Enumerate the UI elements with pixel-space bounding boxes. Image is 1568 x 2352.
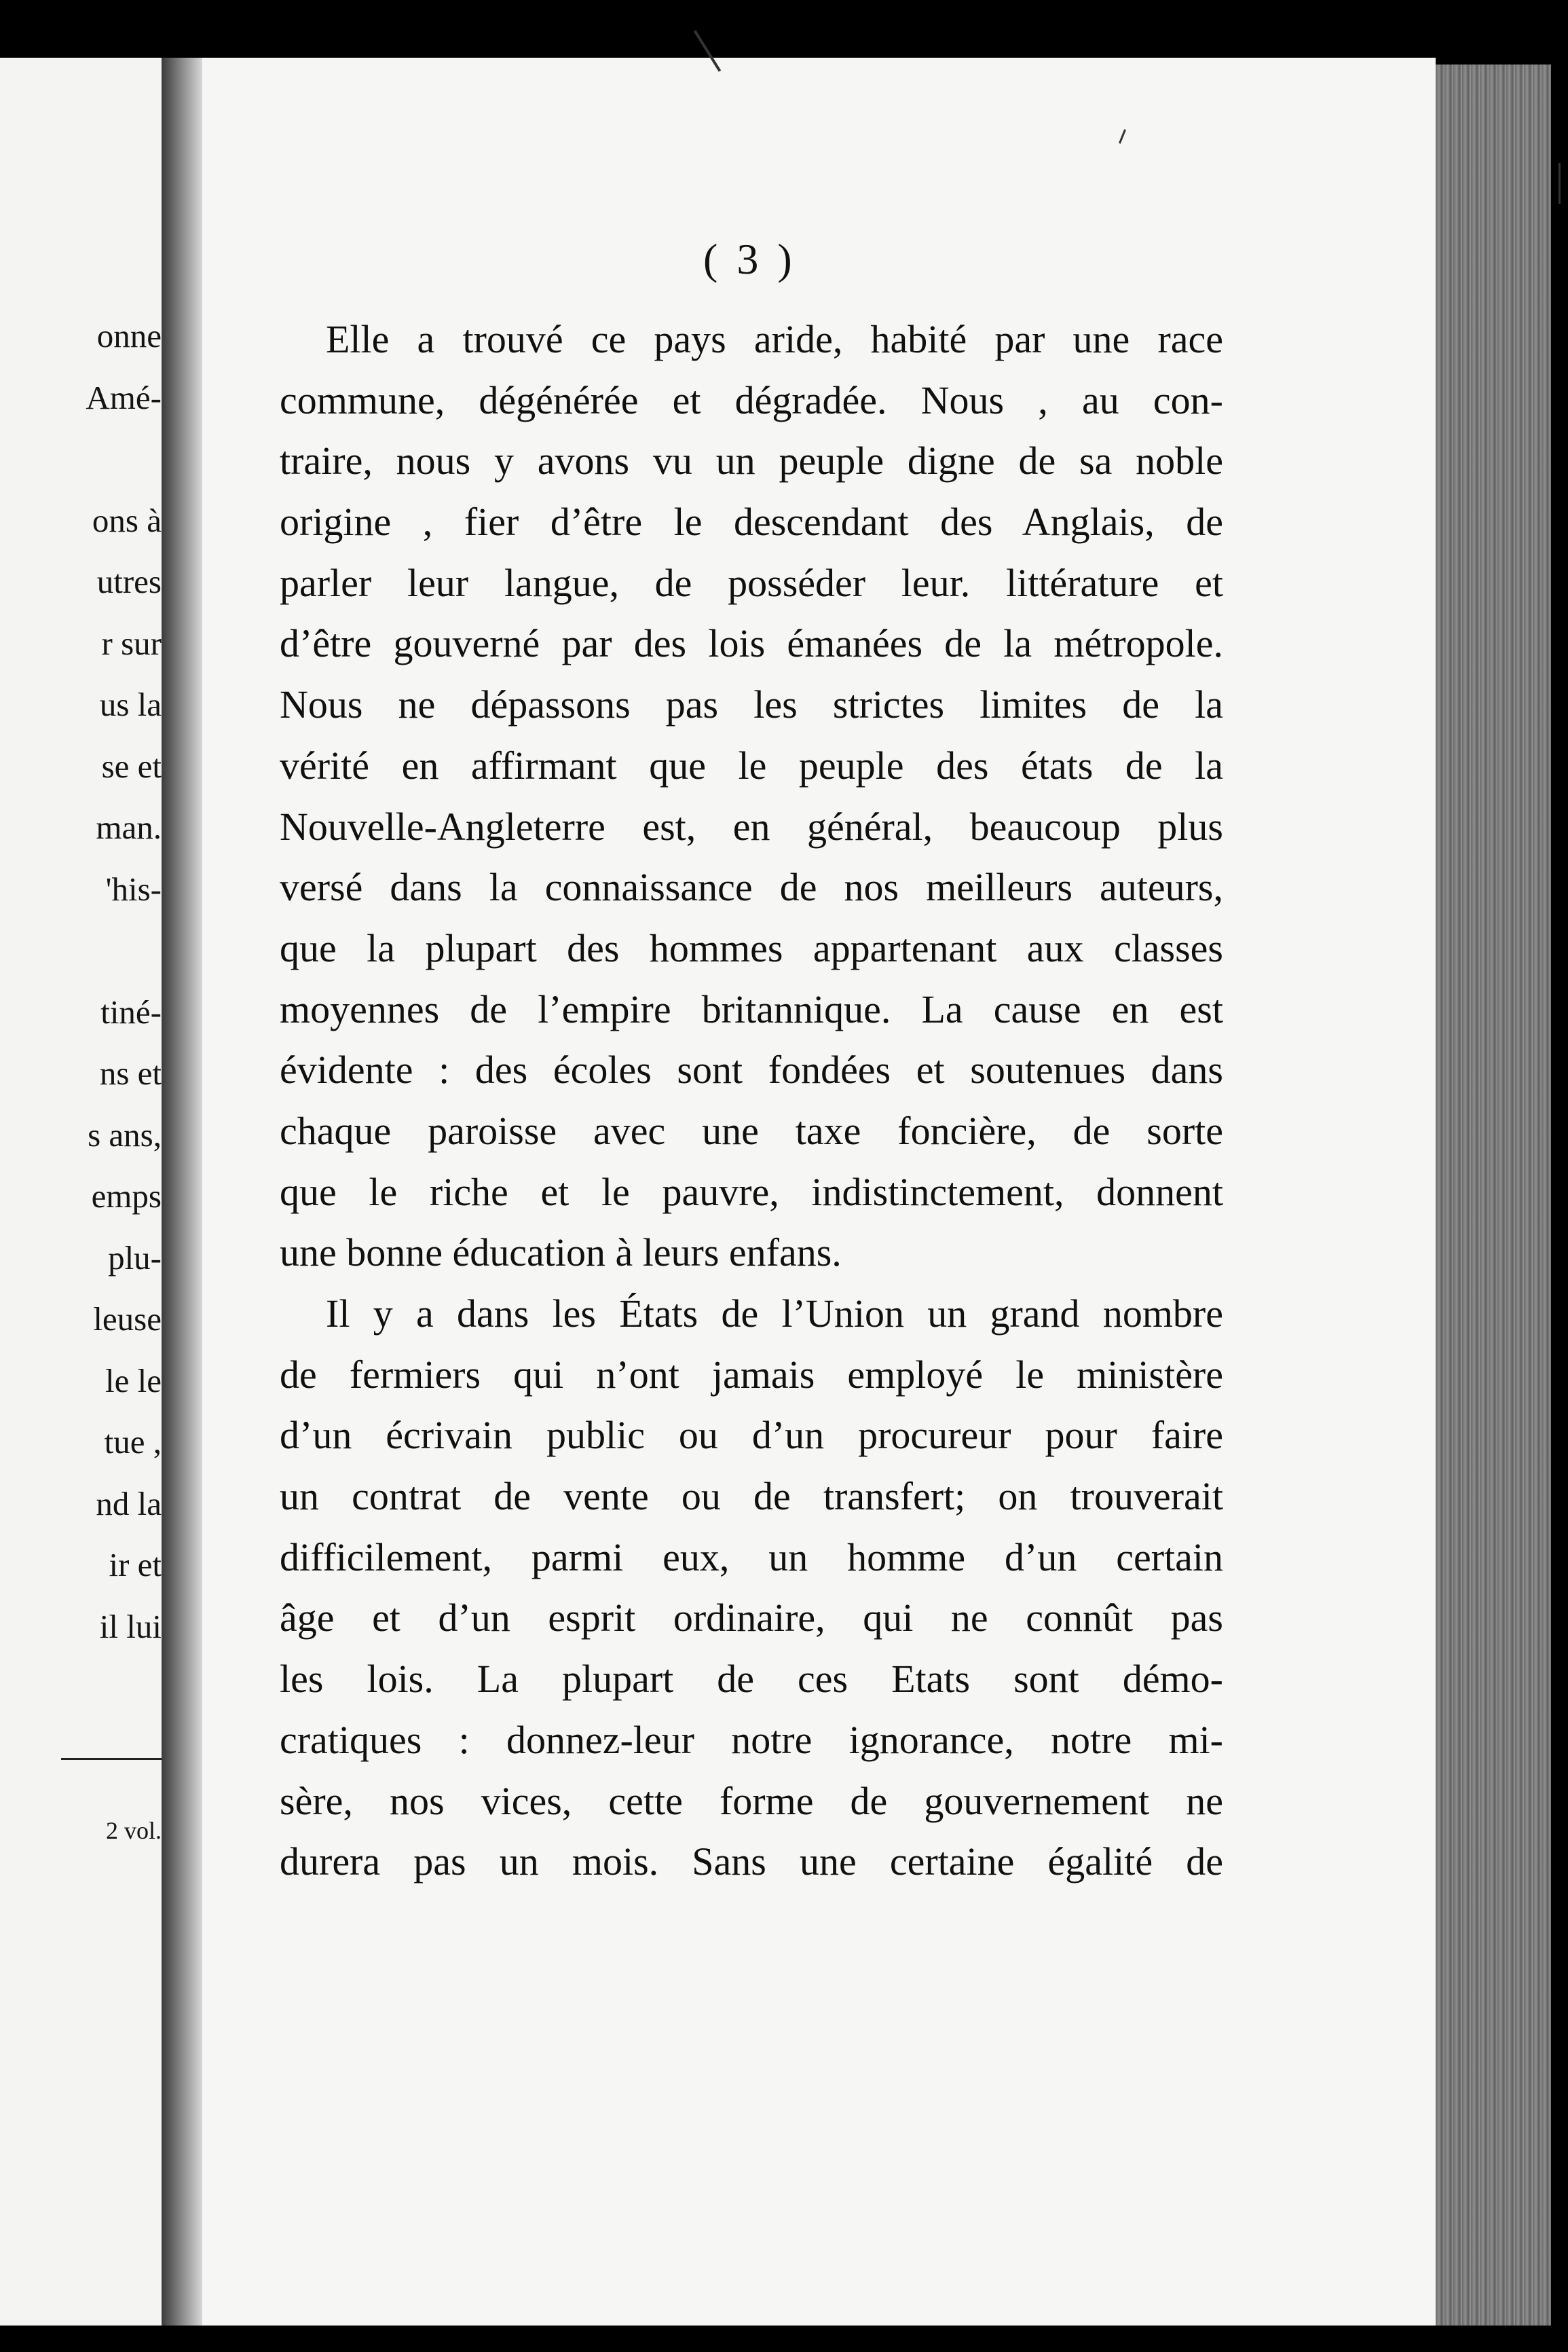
text-line: chaque paroisse avec une taxe foncière, de sorte xyxy=(280,1108,1223,1153)
left-page-line: nd la xyxy=(96,1484,162,1522)
text-line: un contrat de vente ou de transfert; on trouverait xyxy=(280,1474,1223,1519)
left-page-line: il lui xyxy=(99,1607,162,1645)
text-line: difficilement, parmi eux, un homme d’un certain xyxy=(280,1535,1223,1579)
text-line: d’être gouverné par des lois émanées de la métropole. xyxy=(280,621,1223,666)
left-page-line: tue , xyxy=(104,1423,162,1460)
text-line: traire, nous y avons vu un peuple digne de sa noble xyxy=(280,439,1223,483)
text-line: commune, dégénérée et dégradée. Nous , au con- xyxy=(280,378,1223,422)
left-page-line: ns et xyxy=(99,1054,162,1092)
text-line: Elle a trouvé ce pays aride, habité par une race xyxy=(326,317,1223,361)
paragraph-2 xyxy=(280,1283,1223,1892)
text-line: Il y a dans les États de l’Union un grand nombre xyxy=(326,1291,1223,1336)
text-line: versé dans la connaissance de nos meilleurs auteurs, xyxy=(280,865,1223,910)
footnote-rule xyxy=(61,1758,162,1760)
page-edges xyxy=(1436,65,1551,2326)
text-line: de fermiers qui n’ont jamais employé le ministère xyxy=(280,1352,1223,1397)
text-line: durera pas un mois. Sans une certaine égalité de xyxy=(280,1839,1223,1884)
text-line: évidente : des écoles sont fondées et soutenues dans xyxy=(280,1048,1223,1092)
text-line: âge et d’un esprit ordinaire, qui ne connût pas xyxy=(280,1596,1223,1640)
scan-mark xyxy=(1558,163,1561,204)
left-page-line: leuse xyxy=(93,1300,162,1338)
body-text xyxy=(280,309,1223,1892)
left-page-line: ir et xyxy=(109,1546,162,1583)
left-page-line: emps xyxy=(91,1177,162,1215)
text-line: Nouvelle-Angleterre est, en général, beaucoup plus xyxy=(280,804,1223,849)
text-line: cratiques : donnez-leur notre ignorance, notre mi- xyxy=(280,1717,1223,1762)
left-page-line: Amé- xyxy=(86,378,162,416)
text-line: origine , fier d’être le descendant des Anglais, de xyxy=(280,500,1223,545)
left-page-line: r sur xyxy=(101,624,162,662)
text-line: parler leur langue, de posséder leur. littérature et xyxy=(280,560,1223,605)
page-number: ( 3 ) xyxy=(703,235,796,283)
text-line: moyennes de l’empire britannique. La cause en est xyxy=(280,987,1223,1031)
left-page-fragment xyxy=(0,58,162,2326)
left-page-line: se et xyxy=(101,747,162,785)
left-page-line: tiné- xyxy=(100,993,162,1031)
book-gutter xyxy=(162,58,202,2326)
left-page-line: s ans, xyxy=(88,1116,162,1154)
text-line: une bonne éducation à leurs enfans. xyxy=(280,1230,842,1275)
left-page-line: man. xyxy=(96,809,162,846)
left-page-line: plu- xyxy=(108,1238,162,1276)
left-page-line: le le xyxy=(105,1361,162,1399)
text-line: sère, nos vices, cette forme de gouvernement ne xyxy=(280,1778,1223,1823)
left-page-line: 'his- xyxy=(105,870,162,908)
text-line: que le riche et le pauvre, indistinctement, donnent xyxy=(280,1169,1223,1214)
text-line: que la plupart des hommes appartenant aux classes xyxy=(280,925,1223,970)
paragraph-1 xyxy=(280,309,1223,1283)
text-line: Nous ne dépassons pas les strictes limites de la xyxy=(280,682,1223,727)
left-page-line: ons à xyxy=(92,501,162,539)
text-line: d’un écrivain public ou d’un procureur pour faire xyxy=(280,1413,1223,1458)
left-page-footnote: 2 vol. xyxy=(105,1817,162,1844)
left-page-line: onne xyxy=(96,317,162,354)
text-line: les lois. La plupart de ces Etats sont démo- xyxy=(280,1657,1223,1702)
left-page-line: us la xyxy=(99,686,162,723)
text-line: vérité en affirmant que le peuple des états de la xyxy=(280,743,1223,788)
left-page-line: utres xyxy=(96,563,162,600)
